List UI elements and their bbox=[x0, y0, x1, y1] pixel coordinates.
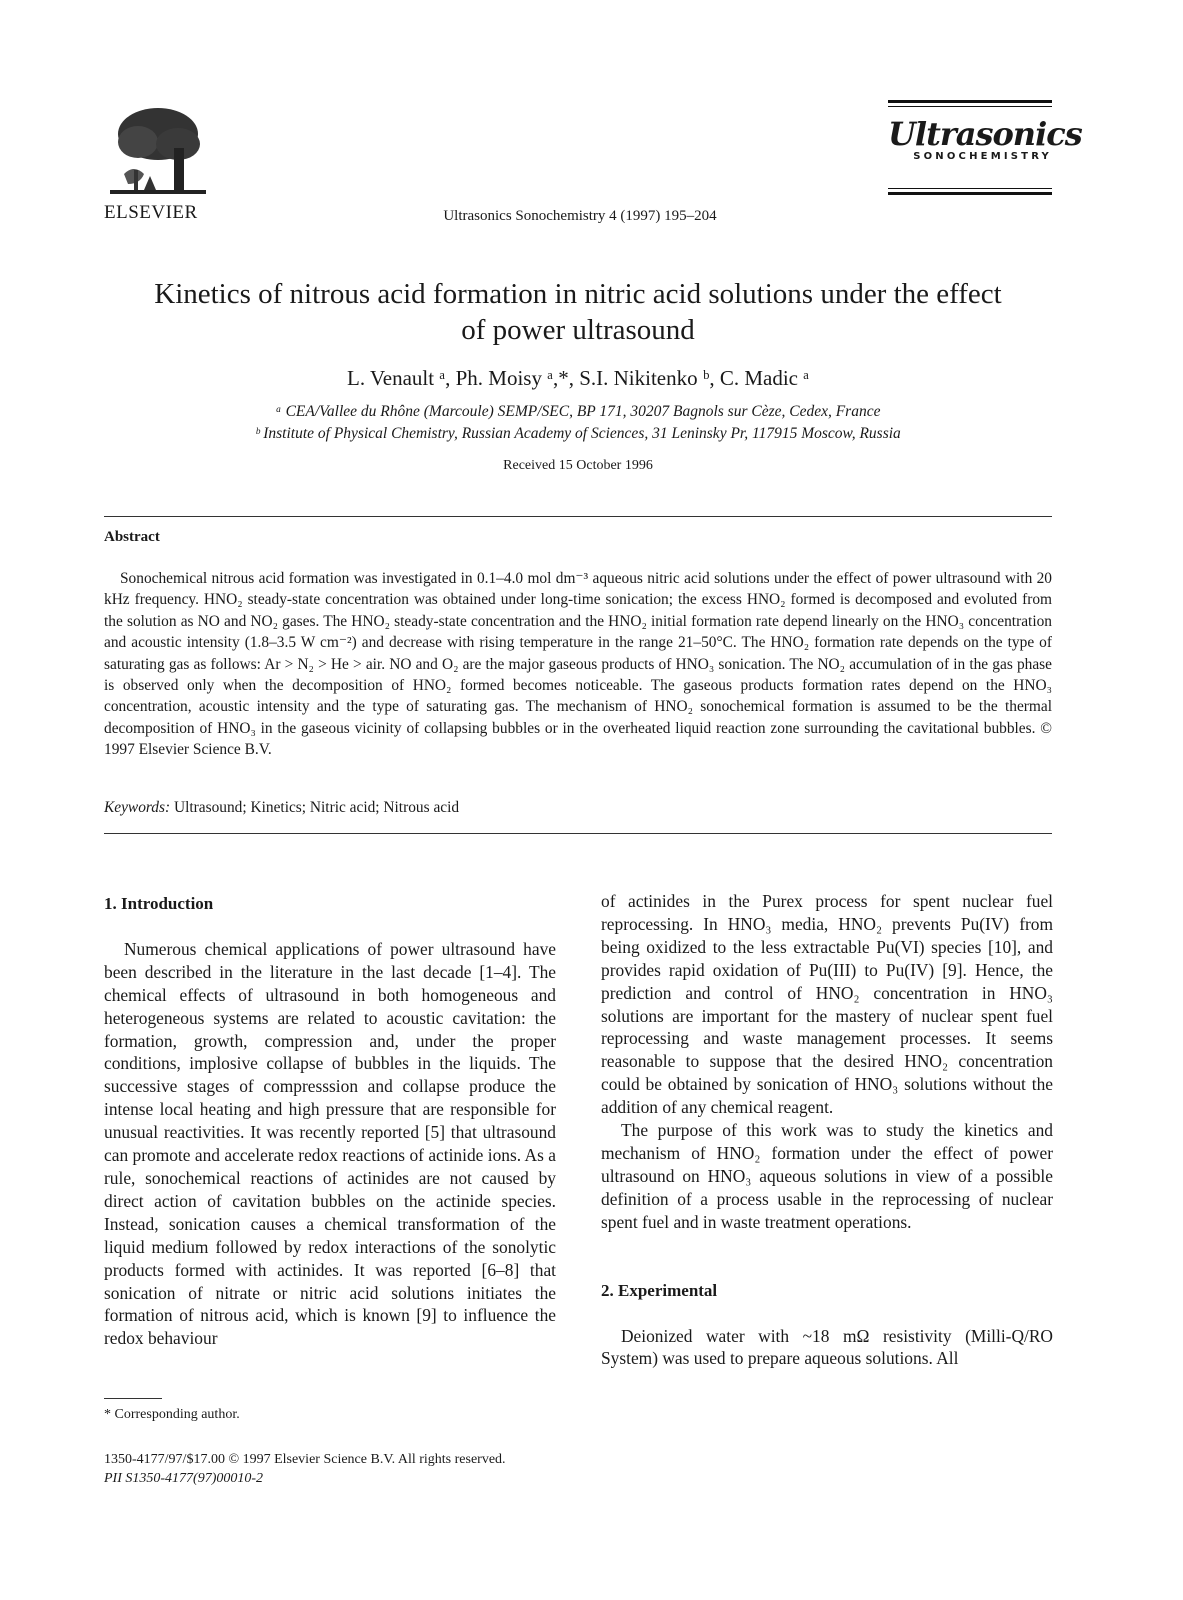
author-list: L. Venault ᵃ, Ph. Moisy ᵃ,*, S.I. Nikitenko ᵇ, C. Madic ᵃ bbox=[347, 366, 809, 390]
footnote-corresponding-author: * Corresponding author. bbox=[104, 1407, 240, 1422]
article-title: Kinetics of nitrous acid formation in nitric acid solutions under the effect of power ultrasound bbox=[154, 278, 1002, 346]
intro-paragraph-purpose: The purpose of this work was to study the kinetics and mechanism of HNO₂ formation under the effect of power ultrasound on HNO₃ aqueous solutions in view of a possible definition of a process usable in the reprocessing of nuclear spent fuel and in waste treatment operations. bbox=[601, 1120, 1053, 1232]
abstract-heading: Abstract bbox=[104, 529, 160, 545]
intro-paragraph: Numerous chemical applications of power ultrasound have been described in the literature in the last decade [1–4]. The chemical effects of ultrasound in both homogeneous and heterogeneous systems are related to acoustic cavitation: the formation, growth, compression and, under the proper conditions, implosive collapse of bubbles in the liquids. The successive stages of compresssion and collapse produce the intense local heating and high pressure that are responsible for unusual reactivities. It was recently reported [5] that ultrasound can promote and accelerate redox reactions of actinide ions. As a rule, sonochemical reactions of actinides are not caused by direct action of cavitation bubbles on the actinide species. Instead, sonication causes a chemical transformation of the liquid medium followed by redox interactions of the sonolytic products formed with actinides. It was reported [6–8] that sonication of nitrate or nitric acid solutions initiates the formation of nitrous acid, which is known [9] to influence the redox behaviour bbox=[104, 938, 556, 1349]
section-heading-experimental: 2. Experimental bbox=[601, 1280, 718, 1300]
intro-paragraph-continued: of actinides in the Purex process for spent nuclear fuel reprocessing. In HNO₃ media, HNO₂ prevents Pu(IV) from being oxidized to the less extractable Pu(VI) species [10], and provides rapid oxidation of Pu(III) to Pu(IV) [9]. Hence, the prediction and control of HNO₂ concentration in HNO₃ solutions are important for the mastery of nuclear spent fuel reprocessing and waste management processes. It seems reasonable to suppose that the desired HNO₂ concentration could be obtained by sonication of HNO₃ solutions without the addition of any chemical reagent. bbox=[601, 891, 1053, 1118]
elsevier-tree-icon bbox=[104, 104, 210, 200]
copyright-line: 1350-4177/97/$17.00 © 1997 Elsevier Science B.V. All rights reserved. bbox=[104, 1452, 506, 1467]
affiliation-a: ᵃ CEA/Vallee du Rhône (Marcoule) SEMP/SEC, BP 171, 30207 Bagnols sur Cèze, Cedex, France bbox=[275, 403, 881, 420]
pii-line: PII S1350-4177(97)00010-2 bbox=[104, 1471, 264, 1486]
publisher-logo bbox=[104, 104, 214, 224]
divider bbox=[104, 833, 1052, 834]
masthead-rule bbox=[888, 192, 1052, 195]
keywords bbox=[104, 799, 1052, 817]
keywords-label: Keywords: bbox=[104, 799, 171, 816]
keywords-list: Ultrasound; Kinetics; Nitric acid; Nitrous acid bbox=[173, 799, 460, 816]
journal-masthead bbox=[888, 100, 1082, 198]
section-heading-introduction: 1. Introduction bbox=[104, 894, 214, 913]
right-column bbox=[601, 890, 1053, 1370]
masthead-rule bbox=[888, 188, 1052, 189]
abstract-text: Sonochemical nitrous acid formation was investigated in 0.1–4.0 mol dm⁻³ aqueous nitric acid solutions under the effect of power ultrasound with 20 kHz frequency. HNO₂ steady-state concentration was obtained under long-time sonication; the excess HNO₂ formed is decomposed and evoluted from the solution as NO and NO₂ gases. The HNO₂ steady-state concentration and the HNO₂ initial formation rate depend linearly on the HNO₃ concentration and acoustic intensity (1.8–3.5 W cm⁻²) and decrease with rising temperature in the range 21–50°C. The HNO₂ formation rate depends on the type of saturating gas as follows: Ar > N₂ > He > air. NO and O₂ are the major gaseous products of HNO₃ sonication. The NO₂ accumulation of in the gas phase is observed only when the decomposition of HNO₂ formed becomes noticeable. The gaseous products formation rates depend on the HNO₃ concentration, acoustic intensity and the type of saturating gas. The mechanism of HNO₂ sonochemical formation is assumed to be the thermal decomposition of HNO₃ in the gaseous vicinity of collapsing bubbles or in the overheated liquid reaction zone surrounding the cavitational bubbles. © 1997 Elsevier Science B.V. bbox=[104, 570, 1052, 759]
divider bbox=[104, 516, 1052, 517]
footnote-rule bbox=[104, 1398, 162, 1399]
journal-logo-text: Ultrasonics bbox=[888, 115, 1082, 153]
publisher-name: ELSEVIER bbox=[104, 202, 198, 223]
masthead-rule bbox=[888, 100, 1052, 103]
affiliation-b: ᵇ Institute of Physical Chemistry, Russian Academy of Sciences, 31 Leninsky Pr, 117915 Moscow, Russia bbox=[255, 425, 901, 442]
journal-citation: Ultrasonics Sonochemistry 4 (1997) 195–204 bbox=[443, 208, 717, 224]
journal-subtitle: SONOCHEMISTRY bbox=[913, 151, 1052, 162]
experimental-paragraph: Deionized water with ~18 mΩ resistivity (Milli-Q/RO System) was used to prepare aqueous solutions. All bbox=[601, 1325, 1053, 1369]
copyright-notice bbox=[104, 1450, 506, 1488]
received-date: Received 15 October 1996 bbox=[503, 458, 653, 473]
masthead-rule bbox=[888, 106, 1052, 107]
left-column bbox=[104, 893, 556, 1350]
